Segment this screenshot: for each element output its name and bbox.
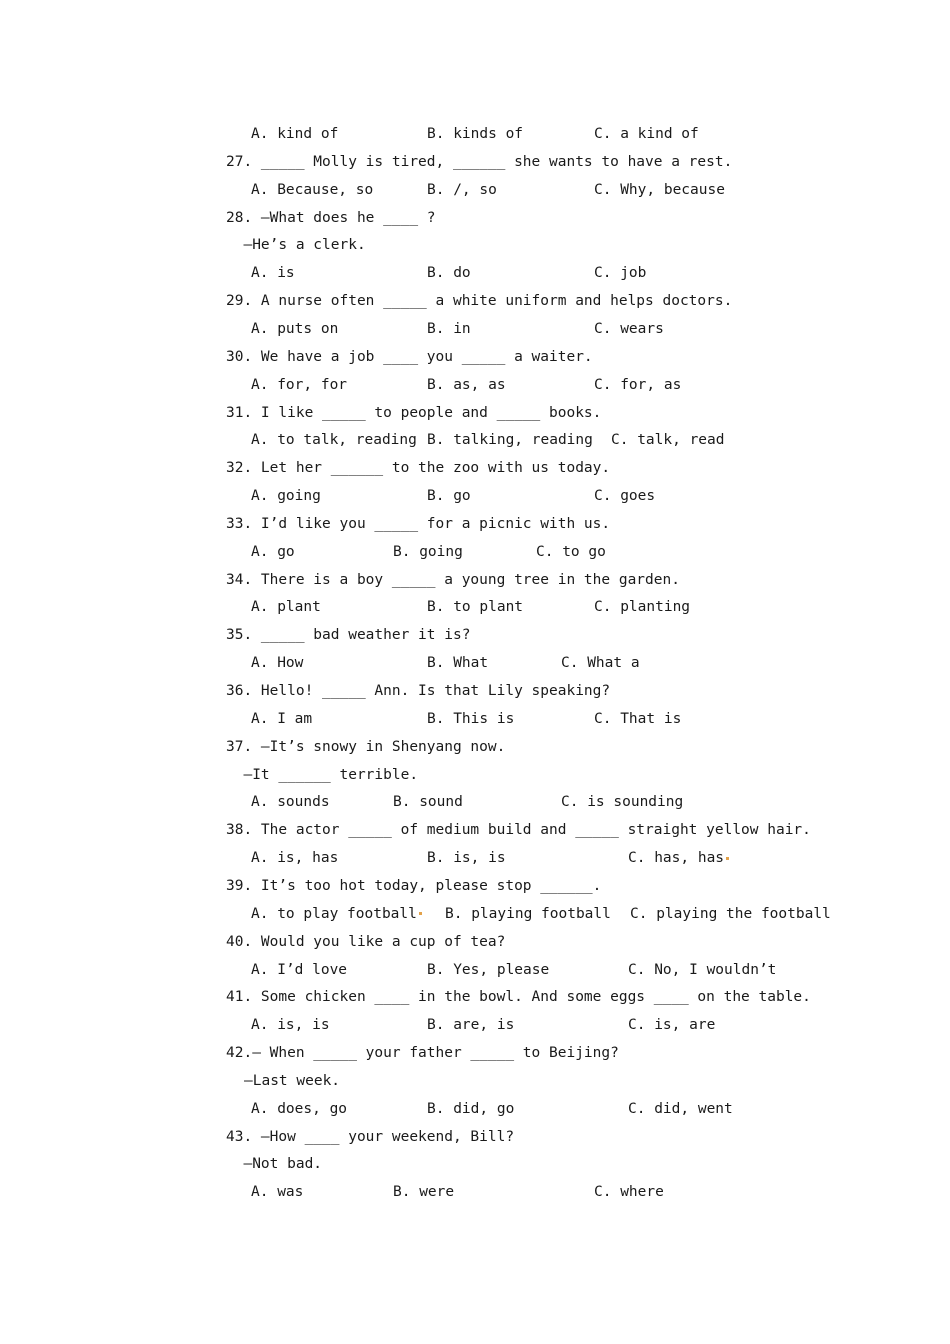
option-c: C. did, went — [628, 1100, 733, 1117]
option-c: C. Why, because — [594, 181, 725, 198]
option-b: B. Yes, please — [427, 961, 550, 978]
option-c: C. wears — [594, 320, 664, 337]
question-text: 40. Would you like a cup of tea? — [226, 933, 506, 950]
option-b: B. did, go — [427, 1100, 515, 1117]
question-text: 28. —What does he ____ ? — [226, 209, 436, 226]
option-b: B. /, so — [427, 181, 497, 198]
option-c: C. is, are — [628, 1017, 716, 1034]
option-c: C. for, as — [594, 376, 682, 393]
option-a: A. go — [251, 543, 295, 560]
answer-options — [251, 649, 891, 677]
option-c: C. has, has — [628, 844, 731, 872]
option-c: C. planting — [594, 599, 691, 616]
question-text: 34. There is a boy _____ a young tree in the garden. — [226, 571, 680, 588]
question-text: 31. I like _____ to people and _____ books. — [226, 404, 602, 421]
option-c: C. to go — [536, 543, 606, 560]
answer-options — [251, 482, 891, 510]
option-b: B. to plant — [427, 599, 524, 616]
option-b: B. do — [427, 265, 471, 282]
answer-options — [251, 705, 891, 733]
option-a: A. Because, so — [251, 181, 374, 198]
option-b: B. as, as — [427, 376, 506, 393]
option-b: B. talking, reading — [427, 432, 593, 449]
option-b: B. playing football — [445, 905, 611, 922]
option-b: B. were — [393, 1184, 455, 1201]
option-a: A. How — [251, 655, 304, 672]
option-a: A. puts on — [251, 320, 339, 337]
question-text: 30. We have a job ____ you _____ a waiter. — [226, 348, 593, 365]
option-a: A. for, for — [251, 376, 348, 393]
answer-options — [251, 371, 891, 399]
question-text: 39. It’s too hot today, please stop ______. — [226, 877, 602, 894]
question-text: 27. _____ Molly is tired, ______ she wants to have a rest. — [226, 153, 733, 170]
option-a: A. was — [251, 1184, 304, 1201]
answer-options — [251, 844, 891, 872]
question-text: 29. A nurse often _____ a white uniform and helps doctors. — [226, 293, 733, 310]
dialogue-reply: —Not bad. — [226, 1156, 323, 1173]
option-a: A. sounds — [251, 794, 330, 811]
scan-dot — [419, 912, 422, 915]
answer-options — [251, 176, 891, 204]
answer-options — [251, 259, 891, 287]
option-a: A. going — [251, 488, 321, 505]
option-b: B. are, is — [427, 1017, 515, 1034]
question-text: 43. —How ____ your weekend, Bill? — [226, 1128, 515, 1145]
option-a: A. I’d love — [251, 961, 348, 978]
option-c: C. job — [594, 265, 647, 282]
option-c: C. playing the football — [630, 905, 831, 922]
dialogue-reply: —Last week. — [244, 1072, 341, 1089]
dialogue-reply: —It ______ terrible. — [226, 766, 419, 783]
answer-options — [251, 538, 891, 566]
answer-options — [251, 788, 891, 816]
option-b: B. What — [427, 655, 489, 672]
option-b: B. go — [427, 488, 471, 505]
answer-options — [251, 120, 891, 148]
answer-options — [251, 1095, 891, 1123]
option-a: A. is, has — [251, 850, 339, 867]
option-c: C. What a — [561, 655, 640, 672]
question-text: 42.— When _____ your father _____ to Beijing? — [226, 1045, 619, 1062]
question-text: 35. _____ bad weather it is? — [226, 627, 471, 644]
question-text: 36. Hello! _____ Ann. Is that Lily speaking? — [226, 683, 611, 699]
question-text: 41. Some chicken ____ in the bowl. And some eggs ____ on the table. — [226, 989, 811, 1006]
option-b: B. sound — [393, 794, 463, 811]
option-a: A. does, go — [251, 1100, 348, 1117]
option-a: A. is, is — [251, 1017, 330, 1034]
option-a: A. I am — [251, 710, 313, 727]
answer-options — [251, 426, 891, 454]
question-text: 38. The actor _____ of medium build and _____ straight yellow hair. — [226, 822, 811, 839]
option-c: C. a kind of — [594, 126, 699, 142]
answer-options — [251, 1011, 891, 1039]
option-b: B. is, is — [427, 850, 506, 867]
option-c: C. where — [594, 1184, 664, 1201]
answer-options — [251, 956, 891, 984]
option-c: C. No, I wouldn’t — [628, 961, 777, 978]
question-text: 32. Let her ______ to the zoo with us today. — [226, 460, 611, 477]
option-c: C. That is — [594, 710, 682, 727]
answer-options — [251, 900, 891, 928]
option-c: C. talk, read — [611, 432, 725, 449]
option-c: C. goes — [594, 488, 656, 505]
answer-options — [251, 1178, 891, 1206]
option-b: B. This is — [427, 710, 515, 727]
option-a: A. plant — [251, 599, 321, 616]
answer-options — [251, 315, 891, 343]
option-a: A. kind of — [251, 126, 339, 142]
question-text: 37. —It’s snowy in Shenyang now. — [226, 738, 506, 755]
scan-dot — [726, 857, 729, 860]
dialogue-reply: —He’s a clerk. — [226, 237, 366, 254]
option-c: C. is sounding — [561, 794, 684, 811]
option-a: A. to play football — [251, 900, 424, 928]
option-b: B. kinds of — [427, 126, 524, 142]
question-text: 33. I’d like you _____ for a picnic with us. — [226, 515, 611, 532]
answer-options — [251, 593, 891, 621]
option-b: B. going — [393, 543, 463, 560]
option-b: B. in — [427, 320, 471, 337]
option-a: A. is — [251, 265, 295, 282]
option-a: A. to talk, reading — [251, 432, 417, 449]
